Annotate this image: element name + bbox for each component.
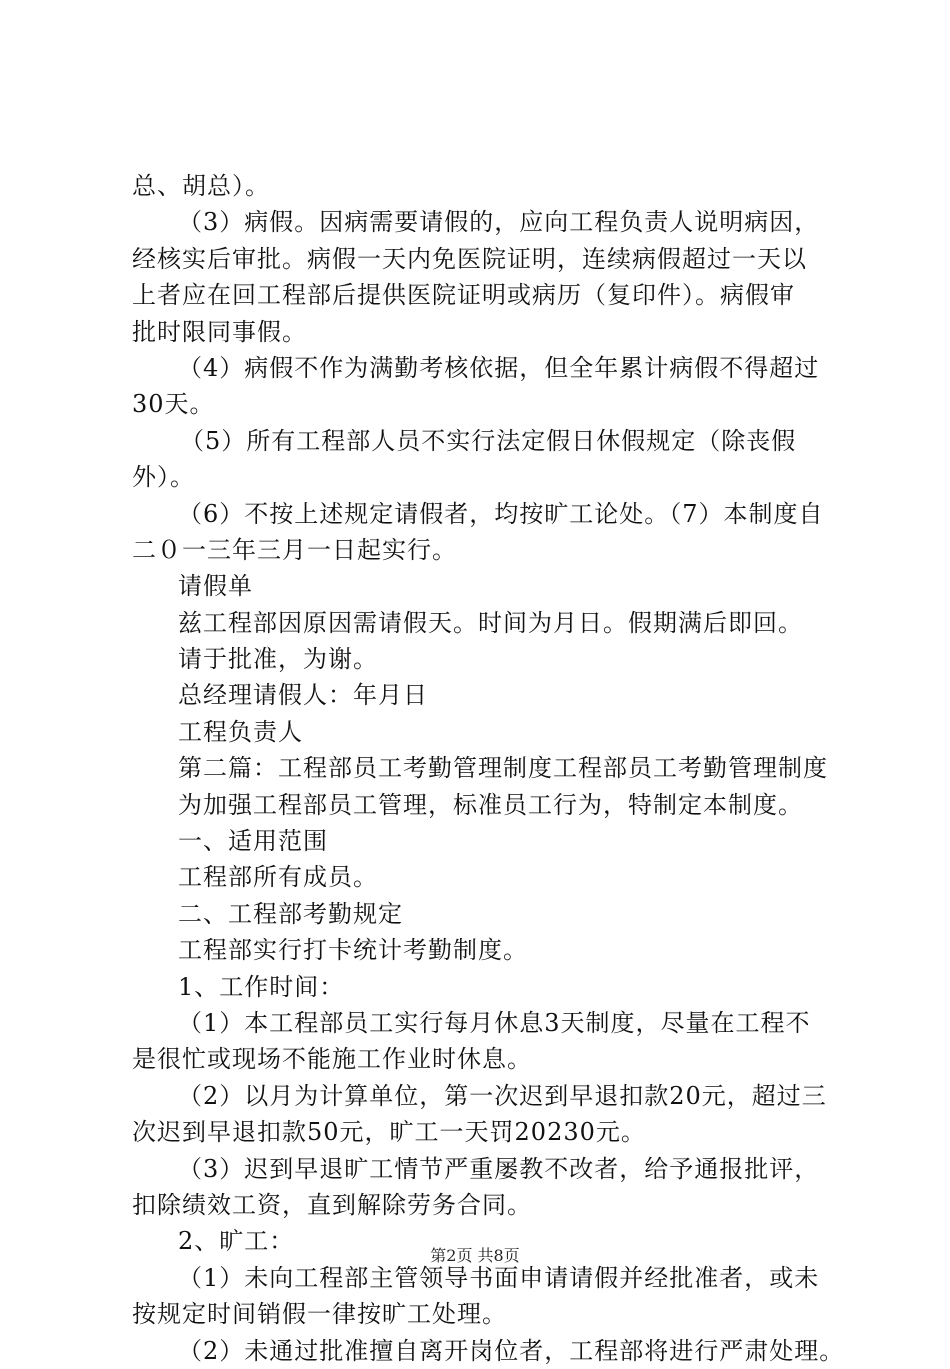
text-line: 总经理请假人：年月日 <box>178 681 428 710</box>
text-line: （1）本工程部员工实行每月休息3天制度，尽量在工程不 <box>178 1008 811 1037</box>
text-line: 扣除绩效工资，直到解除劳务合同。 <box>132 1190 532 1219</box>
text-line: 外）。 <box>132 463 195 492</box>
text-line: 批时限同事假。 <box>132 317 307 346</box>
section-heading: 一、适用范围 <box>178 827 328 856</box>
text-line: （2）未通过批准擅自离开岗位者，工程部将进行严肃处理。 <box>178 1336 845 1365</box>
text-line: 请假单 <box>178 572 253 601</box>
section-heading: 二、工程部考勤规定 <box>178 899 403 928</box>
subsection-heading: 2、旷工： <box>178 1227 295 1256</box>
text-line: （3）迟到早退旷工情节严重屡教不改者，给予通报批评， <box>178 1154 820 1183</box>
text-line: （1）未向工程部主管领导书面申请请假并经批准者，或未 <box>178 1263 820 1292</box>
text-line: （3）病假。因病需要请假的，应向工程负责人说明病因， <box>178 208 820 237</box>
text-line: 请于批准，为谢。 <box>178 645 378 674</box>
text-line: 为加强工程部员工管理，标准员工行为，特制定本制度。 <box>178 790 803 819</box>
text-line: （6）不按上述规定请假者，均按旷工论处。（7）本制度自 <box>178 499 824 528</box>
text-line: 是很忙或现场不能施工作业时休息。 <box>132 1045 532 1074</box>
page-number-footer: 第2页 共8页 <box>430 1246 520 1265</box>
section-title: 第二篇：工程部员工考勤管理制度工程部员工考勤管理制度 <box>178 754 828 783</box>
text-line: 30天。 <box>132 390 215 419</box>
text-line: 总、胡总）。 <box>132 172 270 200</box>
text-line: 工程部实行打卡统计考勤制度。 <box>178 936 528 965</box>
text-line: （5）所有工程部人员不实行法定假日休假规定（除丧假 <box>180 426 797 455</box>
text-line: 兹工程部因原因需请假天。时间为月日。假期满后即回。 <box>178 608 803 637</box>
text-line: （2）以月为计算单位，第一次迟到早退扣款20元，超过三 <box>178 1081 827 1110</box>
text-line: 工程负责人 <box>178 717 303 746</box>
document-body <box>132 168 844 1369</box>
text-line: 二０一三年三月一日起实行。 <box>132 535 457 564</box>
text-line: 次迟到早退扣款50元，旷工一天罚20230元。 <box>132 1118 646 1147</box>
text-line: 上者应在回工程部后提供医院证明或病历（复印件）。病假审 <box>132 281 795 310</box>
subsection-heading: 1、工作时间： <box>178 972 345 1001</box>
text-line: 按规定时间销假一律按旷工处理。 <box>132 1300 507 1329</box>
text-line: 工程部所有成员。 <box>178 863 378 892</box>
text-line: 经核实后审批。病假一天内免医院证明，连续病假超过一天以 <box>132 244 807 273</box>
text-line: （4）病假不作为满勤考核依据，但全年累计病假不得超过 <box>178 353 820 382</box>
